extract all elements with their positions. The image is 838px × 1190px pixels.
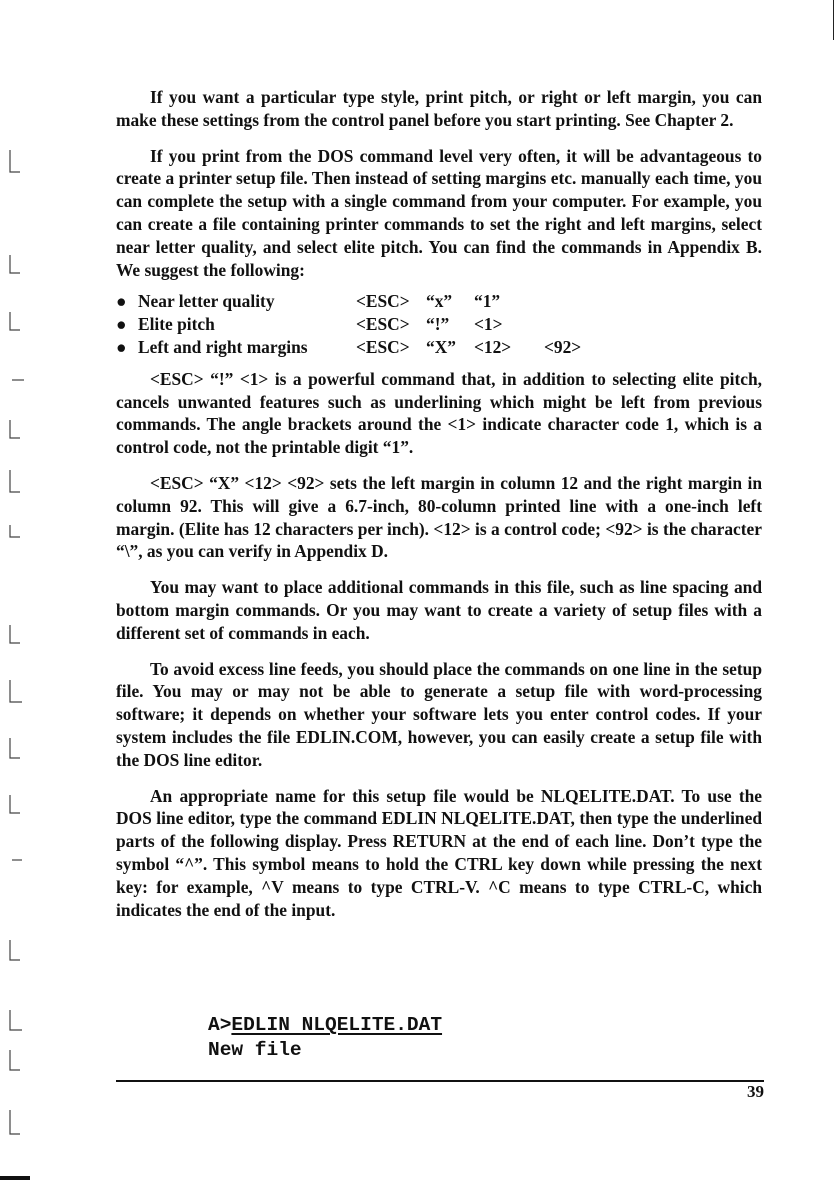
list-item [116,336,762,359]
command-code: <ESC> [356,336,410,357]
command-label: Elite pitch [138,314,215,335]
paragraph-6: To avoid excess line feeds, you should place the commands on one line in the setup file. You may or may not be able to generate a setup file with word-processing software; it depends on whether your software lets you enter control codes. If your system includes the file EDLIN.COM, however, you can easily create a setup file with the DOS line editor. [116,658,762,770]
list-item [116,313,762,336]
scan-edge-marks [0,0,46,1190]
paragraph-2: If you print from the DOS command level very often, it will be advantageous to create a printer setup file. Then instead of setting margins etc. manually each time, you can complete the setup with a single command from your computer. For example, you can create a file containing printer commands to set the right and left margins, select near letter quality, and select elite pitch. You can find the commands in Appendix B. We suggest the following: [116,145,762,280]
command-code: “!” [426,314,450,335]
paragraph-5: You may want to place additional commands in this file, such as line spacing and bottom margin commands. Or you may want to create a variety of setup files with a different set of commands in each. [116,577,762,643]
bullet-icon: ● [116,336,127,357]
command-code: <12> [474,336,512,357]
body-text [116,86,762,934]
bullet-icon: ● [116,291,127,312]
command-code: <1> [474,314,503,335]
command-label: Left and right margins [138,336,308,357]
footer-rule [116,1080,764,1082]
command-code: “1” [474,291,501,312]
code-line-command [208,1013,442,1038]
command-label: Near letter quality [138,291,275,312]
command-code: “X” [426,336,456,357]
prompt: A> [208,1014,232,1036]
paragraph-4: <ESC> “X” <12> <92> sets the left margin in column 12 and the right margin in column 92. This will give a 6.7-inch, 80-column printed line with a one-inch left margin. (Elite has 12 characters per inch). <12> is a control code; <92> is the character “\”, as you can verify in Appendix D. [116,472,762,562]
command-code [544,313,604,336]
code-display [208,1013,442,1063]
bullet-icon: ● [116,314,127,335]
underlined-command: EDLIN NLQELITE.DAT [231,1014,443,1036]
command-code: <ESC> [356,314,410,335]
list-item [116,290,762,313]
command-code: <ESC> [356,291,410,312]
paragraph-3: <ESC> “!” <1> is a powerful command that, in addition to selecting elite pitch, cancels unwanted features such as underlining which might be left from previous commands. The angle brackets around the <1> indicate character code 1, which is a control code, not the printable digit “1”. [116,368,762,458]
paragraph-1: If you want a particular type style, print pitch, or right or left margin, you can make these settings from the control panel before you start printing. See Chapter 2. [116,87,762,130]
scan-right-edge [833,0,834,40]
command-code: “x” [426,291,453,312]
code-line-response: New file [208,1039,302,1061]
paragraph-7: An appropriate name for this setup file would be NLQELITE.DAT. To use the DOS line editor, type the command EDLIN NLQELITE.DAT, then type the underlined parts of the following display. Press RETURN at the end of each line. Don’t type the symbol “^”. This symbol means to hold the CTRL key down while pressing the next key: for example, ^V means to type CTRL-V. ^C means to type CTRL-C, which indicates the end of the input. [116,785,762,920]
page-number: 39 [747,1082,764,1101]
command-code: <92> [544,336,582,357]
command-list [116,290,762,358]
command-code [544,290,604,313]
